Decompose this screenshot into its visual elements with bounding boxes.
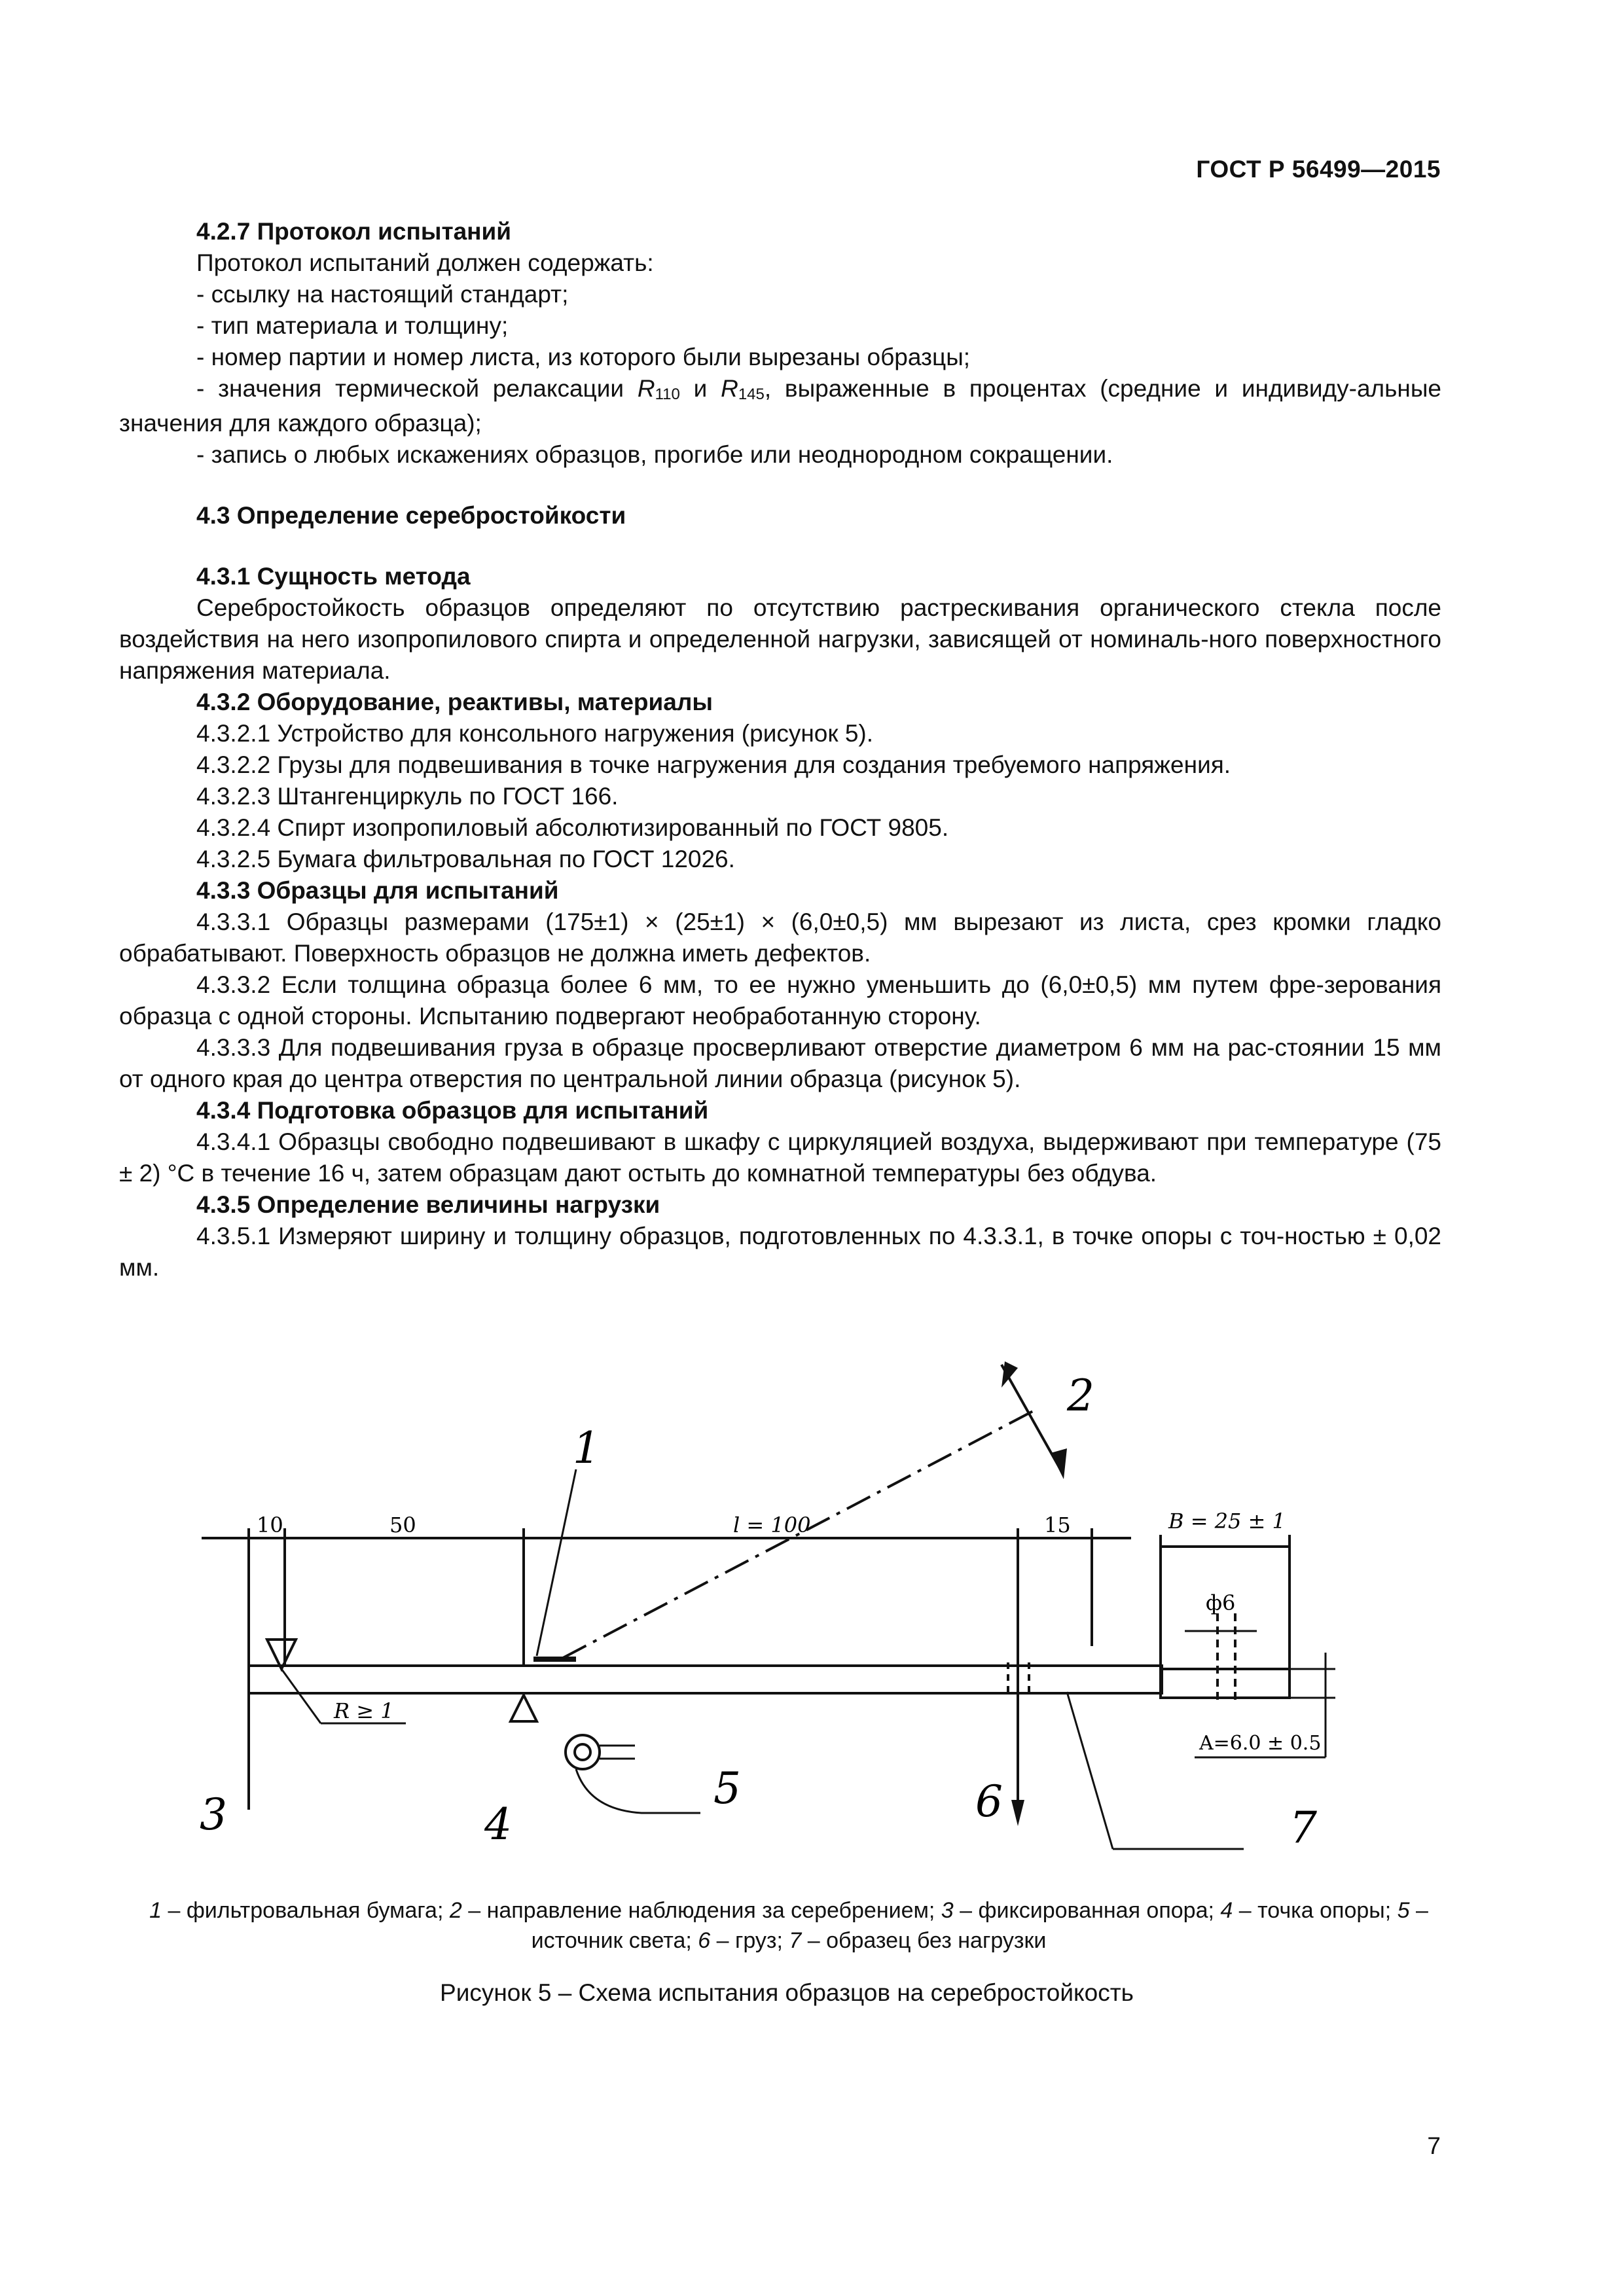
callout-5: 5 bbox=[713, 1763, 741, 1814]
heading-4-3-5: 4.3.5 Определение величины нагрузки bbox=[196, 1191, 660, 1218]
protocol-item: - запись о любых искажениях образцов, прогибе или неоднородном сокращении. bbox=[196, 441, 1113, 468]
callout-5-leader bbox=[576, 1769, 700, 1813]
heading-4-2-7: 4.2.7 Протокол испытаний bbox=[196, 218, 511, 245]
protocol-item: - номер партии и номер листа, из которого были вырезаны образцы; bbox=[196, 344, 971, 370]
document-code: ГОСТ Р 56499—2015 bbox=[1196, 156, 1441, 183]
paragraph: 4.3.2.1 Устройство для консольного нагружения (рисунок 5). bbox=[196, 720, 874, 747]
callout-7: 7 bbox=[1290, 1803, 1317, 1853]
paragraph: Серебростойкость образцов определяют по отсутствию растрескивания органического стекла после воздействия на него изопропилового спирта и определенной нагрузки, зависящей от номиналь-ного поверхностного напряжения материала. bbox=[119, 594, 1441, 684]
dim-10: 10 bbox=[257, 1513, 283, 1537]
paragraph: 4.3.5.1 Измеряют ширину и толщину образцов, подготовленных по 4.3.3.1, в точке опоры с точ-ностью ± 0,02 мм. bbox=[119, 1223, 1441, 1281]
dim-hole: ф6 bbox=[1206, 1590, 1236, 1615]
callout-4: 4 bbox=[484, 1799, 512, 1850]
specimen-bar bbox=[249, 1666, 1162, 1693]
dim-thickness: A=6.0 ± 0.5 bbox=[1199, 1732, 1322, 1755]
protocol-item-relaxation: - значения термической релаксации $R_{110}$ и $R_{145}$, выраженные в процентах (средние и индивиду-альные значения для каждого образца); bbox=[119, 375, 1442, 437]
paragraph: 4.3.3.1 Образцы размерами (175±1) × (25±1) × (6,0±0,5) мм вырезают из листа, срез кромки гладко обрабатывают. Поверхность образцов не должна иметь дефектов. bbox=[119, 908, 1441, 967]
protocol-item: - ссылку на настоящий стандарт; bbox=[196, 281, 569, 308]
figure-legend: 1 – фильтровальная бумага; 2 – направление наблюдения за серебрением; 3 – фиксированная опора; 4 – точка опоры; 5 –источник света; 6 – груз; 7 – образец без нагрузки bbox=[149, 1898, 1428, 1953]
main-text bbox=[119, 216, 1441, 1283]
callout-7-leader bbox=[1067, 1692, 1113, 1849]
paragraph: 4.3.2.5 Бумага фильтровальная по ГОСТ 12026. bbox=[196, 846, 735, 872]
light-source-icon bbox=[575, 1744, 590, 1760]
test-scheme-svg bbox=[183, 1338, 1335, 1875]
dim-15: 15 bbox=[1044, 1513, 1071, 1537]
heading-4-3-2: 4.3.2 Оборудование, реактивы, материалы bbox=[196, 689, 713, 715]
paragraph: 4.3.2.2 Грузы для подвешивания в точке нагружения для создания требуемого напряжения. bbox=[196, 751, 1231, 778]
paragraph: 4.3.4.1 Образцы свободно подвешивают в шкафу с циркуляцией воздуха, выдерживают при температуре (75 ± 2) °С в течение 16 ч, затем образцам дают остыть до комнатной температуры без обдува. bbox=[119, 1128, 1441, 1187]
fulcrum-triangle bbox=[511, 1695, 537, 1721]
heading-4-3: 4.3 Определение серебростойкости bbox=[196, 502, 626, 529]
paragraph: 4.3.2.3 Штангенциркуль по ГОСТ 166. bbox=[196, 783, 619, 810]
callout-2: 2 bbox=[1067, 1371, 1094, 1421]
radius-leader bbox=[281, 1669, 321, 1723]
light-source-icon bbox=[566, 1735, 600, 1769]
callout-1: 1 bbox=[573, 1423, 600, 1473]
dim-l-100: l = 100 bbox=[733, 1513, 811, 1537]
paragraph: 4.3.2.4 Спирт изопропиловый абсолютизированный по ГОСТ 9805. bbox=[196, 814, 949, 841]
paragraph: 4.3.3.3 Для подвешивания груза в образце просверливают отверстие диаметром 6 мм на рас-стоянии 15 мм от одного края до центра отверстия по центральной линии образца (рисунок 5). bbox=[119, 1034, 1441, 1092]
callout-1-leader bbox=[537, 1469, 576, 1656]
heading-4-3-4: 4.3.4 Подготовка образцов для испытаний bbox=[196, 1097, 709, 1124]
dim-width: B = 25 ± 1 bbox=[1168, 1509, 1286, 1534]
cross-section-rect bbox=[1161, 1669, 1290, 1698]
dim-50: 50 bbox=[389, 1513, 416, 1537]
observation-arrowhead bbox=[1001, 1361, 1018, 1388]
protocol-item: - тип материала и толщину; bbox=[196, 312, 509, 339]
dim-radius: R ≥ 1 bbox=[334, 1698, 394, 1723]
heading-4-3-3: 4.3.3 Образцы для испытаний bbox=[196, 877, 559, 904]
page-number: 7 bbox=[1427, 2132, 1441, 2159]
load-arrowhead bbox=[1011, 1800, 1024, 1826]
callout-3: 3 bbox=[200, 1789, 227, 1840]
figure-caption: Рисунок 5 – Схема испытания образцов на серебростойкость bbox=[440, 1979, 1134, 2006]
heading-4-3-1: 4.3.1 Сущность метода bbox=[196, 563, 471, 590]
protocol-intro: Протокол испытаний должен содержать: bbox=[196, 249, 654, 276]
callout-6: 6 bbox=[975, 1776, 1003, 1827]
observation-arrowhead bbox=[1051, 1448, 1067, 1479]
paragraph: 4.3.3.2 Если толщина образца более 6 мм, то ее нужно уменьшить до (6,0±0,5) мм путем фре-зерования образца с одной стороны. Испытанию подвергают необработанную сторону. bbox=[119, 971, 1441, 1030]
figure-5-diagram bbox=[183, 1338, 1335, 1875]
